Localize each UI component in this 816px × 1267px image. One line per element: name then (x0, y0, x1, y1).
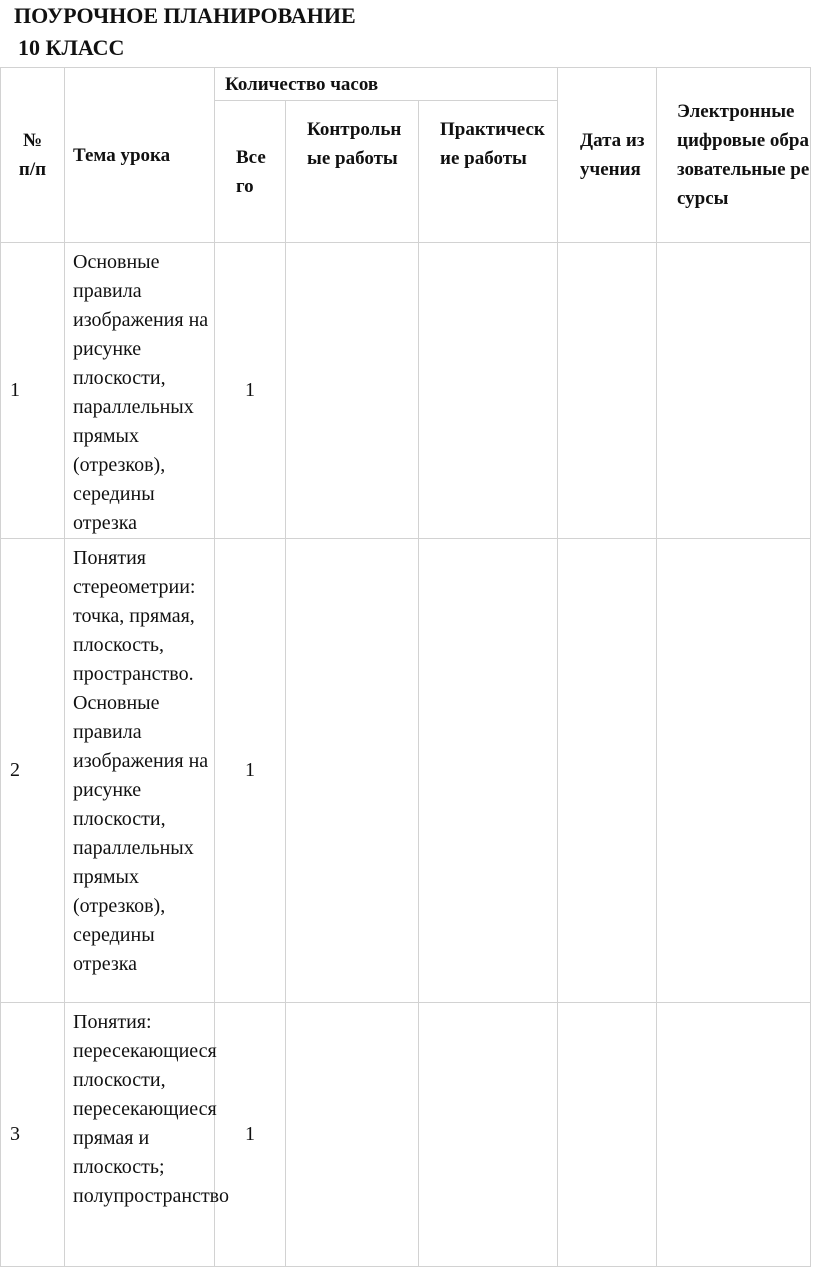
row-practical-works (419, 1003, 558, 1267)
row-practical-works (419, 539, 558, 1003)
table-row (1, 539, 811, 1003)
row-hours-total: 1 (215, 1003, 286, 1267)
row-hours-total: 1 (215, 539, 286, 1003)
table-body (1, 243, 811, 1267)
header-number: № п/п (1, 68, 65, 243)
row-topic: Понятия: пересекающиеся плоскости, пересекающиеся прямая и плоскость; полупространство (65, 1003, 215, 1267)
row-study-date (558, 243, 657, 539)
row-digital-resources (657, 243, 811, 539)
row-number: 2 (1, 539, 65, 1003)
row-number: 1 (1, 243, 65, 539)
table-row (1, 243, 811, 539)
row-digital-resources (657, 1003, 811, 1267)
header-study-date: Дата изучения (558, 68, 657, 243)
title-line-main: ПОУРОЧНОЕ ПЛАНИРОВАНИЕ (14, 3, 356, 28)
row-study-date (558, 1003, 657, 1267)
page-title (14, 0, 356, 64)
row-hours-total: 1 (215, 243, 286, 539)
row-control-works (286, 243, 419, 539)
header-hours-group: Количество часов (215, 68, 558, 101)
row-topic: Основные правила изображения на рисунке плоскости, параллельных прямых (отрезков), середины отрезка (65, 243, 215, 539)
row-control-works (286, 1003, 419, 1267)
header-practical-works: Практические работы (419, 101, 558, 243)
header-digital-resources: Электронные цифровые образовательные ресурсы (657, 68, 811, 243)
table-row (1, 1003, 811, 1267)
row-study-date (558, 539, 657, 1003)
table-header (1, 68, 811, 243)
title-line-class: 10 КЛАСС (18, 35, 125, 60)
row-control-works (286, 539, 419, 1003)
header-row-1 (1, 68, 811, 101)
row-topic: Понятия стереометрии: точка, прямая, плоскость, пространство. Основные правила изображения на рисунке плоскости, параллельных прямых (отрезков), середины отрезка (65, 539, 215, 1003)
header-control-works: Контрольные работы (286, 101, 419, 243)
row-practical-works (419, 243, 558, 539)
row-number: 3 (1, 1003, 65, 1267)
lesson-plan-table (0, 67, 811, 1267)
header-hours-total: Всего (215, 101, 286, 243)
header-topic: Тема урока (65, 68, 215, 243)
row-digital-resources (657, 539, 811, 1003)
